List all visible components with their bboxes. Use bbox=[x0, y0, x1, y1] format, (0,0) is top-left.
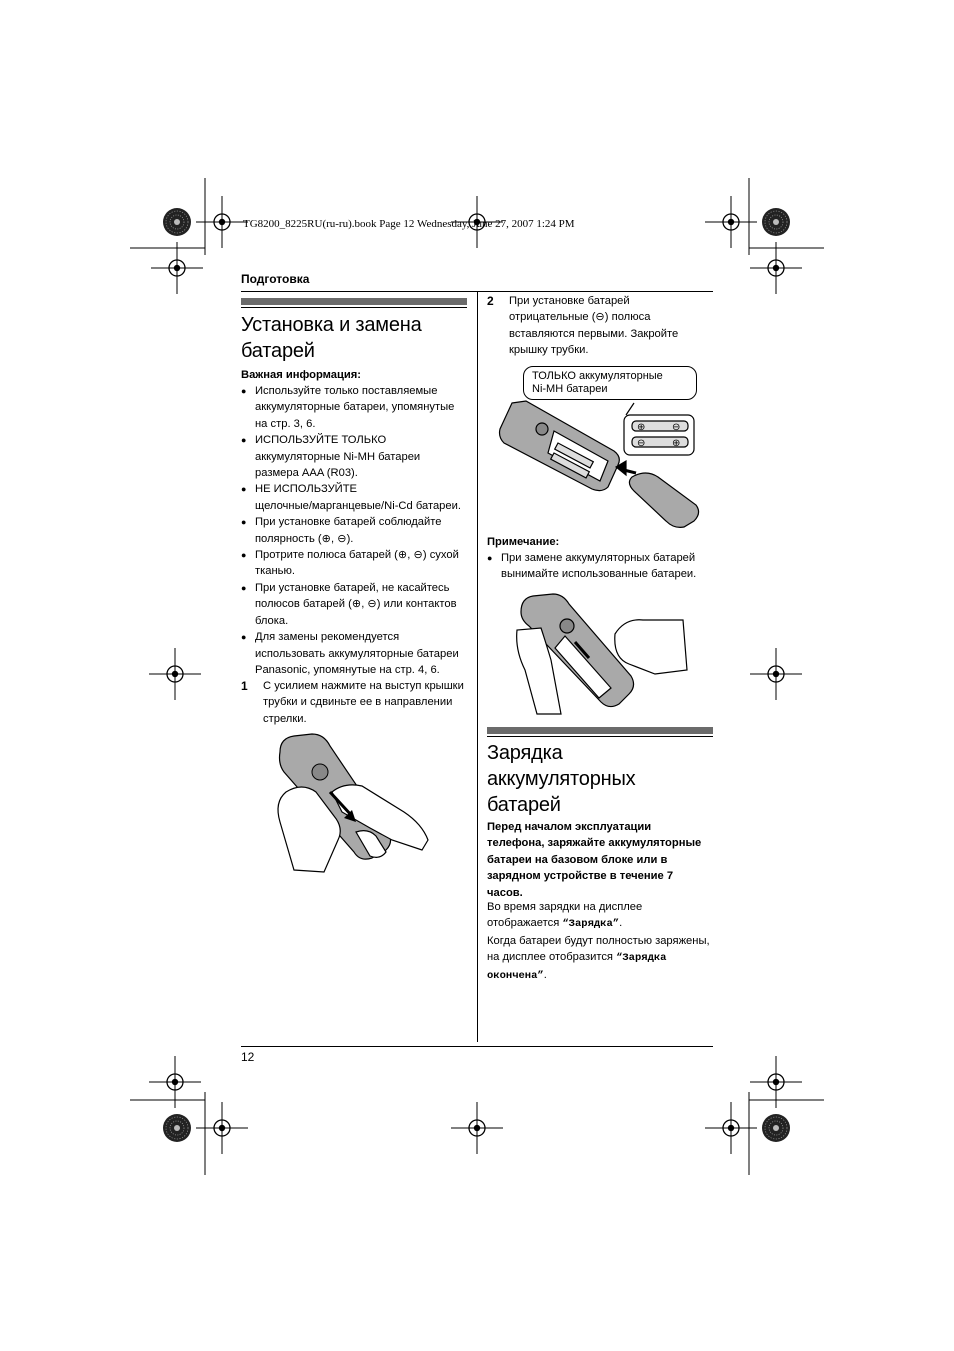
section-label: Подготовка bbox=[241, 272, 310, 286]
list-item: ● При установке батарей соблюдайте полярность (⊕, ⊖). bbox=[241, 514, 471, 547]
svg-text:⊕: ⊕ bbox=[672, 438, 681, 449]
registration-mark-icon bbox=[750, 648, 802, 700]
registration-mark-icon bbox=[451, 1102, 503, 1154]
footer-rule bbox=[241, 1046, 713, 1047]
nimh-only-callout: ТОЛЬКО аккумуляторные Ni-MH батареи bbox=[523, 366, 697, 400]
print-header: TG8200_8225RU(ru-ru).book Page 12 Wednesday, June 27, 2007 1:24 PM bbox=[243, 218, 575, 230]
note-list bbox=[487, 550, 713, 583]
note-label: Примечание: bbox=[487, 536, 560, 548]
charging-display-text: Во время зарядки на дисплее отображается “Зарядка”. Когда батареи будут полностью заряжены, на дисплее отобразится “Зарядка окончена”. bbox=[487, 901, 710, 982]
color-target-icon bbox=[762, 1114, 790, 1142]
charging-instruction: Перед началом эксплуатации телефона, заряжайте аккумуляторные батареи на базовом блоке или в зарядном устройстве в течение 7 часов. bbox=[487, 821, 702, 899]
color-target-icon bbox=[163, 208, 191, 236]
important-list bbox=[241, 383, 471, 678]
registration-mark-icon bbox=[149, 648, 201, 700]
list-item: ● Протрите полюса батарей (⊕, ⊖) сухой тканью. bbox=[241, 547, 471, 580]
color-target-icon bbox=[163, 1114, 191, 1142]
section-bar bbox=[487, 727, 713, 734]
page-number: 12 bbox=[241, 1050, 255, 1064]
svg-text:⊖: ⊖ bbox=[672, 422, 681, 433]
list-item: ● ИСПОЛЬЗУЙТЕ ТОЛЬКО аккумуляторные Ni-MH батареи размера AAA (R03). bbox=[241, 432, 471, 481]
charging-title: Зарядка аккумуляторных батарей bbox=[487, 742, 636, 816]
step-1: 1 С усилием нажмите на выступ крышки трубки и сдвиньте ее в направлении стрелки. bbox=[241, 679, 464, 725]
list-item: ● Для замены рекомендуется использовать аккумуляторные батареи Panasonic, упомянутые на стр. 4, 6. bbox=[241, 629, 471, 678]
list-item: ● Используйте только поставляемые аккумуляторные батареи, упомянутые на стр. 3, 6. bbox=[241, 383, 471, 432]
color-target-icon bbox=[762, 208, 790, 236]
section-bar bbox=[241, 298, 467, 305]
svg-text:⊕: ⊕ bbox=[637, 422, 646, 433]
list-item: ● При замене аккумуляторных батарей вынимайте использованные батареи. bbox=[487, 550, 713, 583]
important-label: Важная информация: bbox=[241, 369, 362, 381]
svg-text:⊖: ⊖ bbox=[637, 438, 646, 449]
step-2: 2 При установке батарей отрицательные (⊖) полюса вставляются первыми. Закройте крышку трубки. bbox=[487, 294, 679, 357]
registration-mark-icon bbox=[750, 242, 802, 294]
registration-mark-icon bbox=[151, 242, 203, 294]
handset-cover-removal-illustration bbox=[272, 732, 432, 877]
battery-removal-illustration bbox=[515, 590, 690, 715]
registration-mark-icon bbox=[196, 196, 248, 248]
column-divider bbox=[477, 292, 478, 1042]
list-item: ● НЕ ИСПОЛЬЗУЙТЕ щелочные/марганцевые/Ni-Cd батареи. bbox=[241, 481, 471, 514]
registration-mark-icon bbox=[196, 1102, 248, 1154]
installation-title: Установка и замена батарей bbox=[241, 314, 422, 362]
list-item: ● При установке батарей, не касайтесь полюсов батарей (⊕, ⊖) или контактов блока. bbox=[241, 580, 471, 629]
